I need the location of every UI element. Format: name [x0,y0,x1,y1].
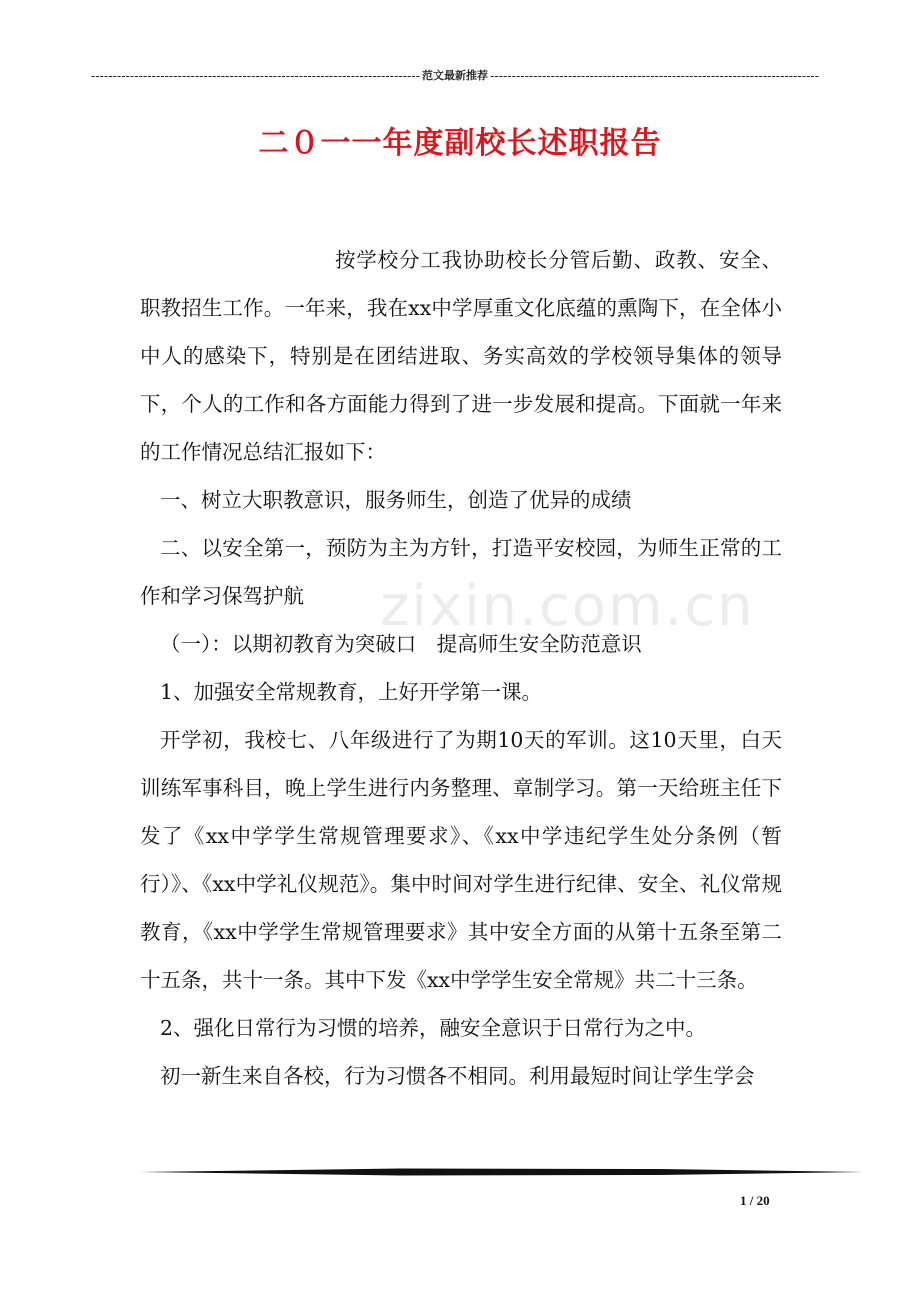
document-title: 二０一一年度副校长述职报告 [258,126,662,161]
paragraph-section-1: 一、树立大职教意识，服务师生，创造了优异的成绩 [160,488,632,512]
footer-rule [140,1168,864,1176]
paragraph-section-2: 二、以安全第一，预防为主为方针，打造平安校园，为师生正常的工作和学习保驾护航 [140,536,782,608]
header-left-rule: ---------------------------------------------------------------------------- [90,69,420,83]
document-body [140,236,782,1100]
paragraph-subsection-1: （一）：以期初教育为突破口 提高师生安全防范意识 [160,632,642,656]
watermark: zixin.com.cn [380,574,755,639]
paragraph-item-1: 1、加强安全常规教育，上好开学第一课。 [160,680,543,704]
paragraph-body-1: 开学初，我校七、八年级进行了为期10天的军训。这10天里，白天训练军事科目，晚上学生进行内务整理、章制学习。第一天给班主任下发了《xx中学学生常规管理要求》、《xx中学违纪学生处分条例（暂行）》、《xx中学礼仪规范》。集中时间对学生进行纪律、安全、礼仪常规教育，《xx中学学生常规管理要求》其中安全方面的从第十五条至第二十五条，共十一条。其中下发《xx中学学生安全常规》共二十三条。 [140,728,782,992]
paragraph-item-2: 2、强化日常行为习惯的培养，融安全意识于日常行为之中。 [160,1016,707,1040]
paragraph-intro: 按学校分工我协助校长分管后勤、政教、安全、职教招生工作。一年来，我在xx中学厚重文化底蕴的熏陶下，在全体小中人的感染下，特别是在团结进取、务实高效的学校领导集体的领导下，个人的工作和各方面能力得到了进一步发展和提高。下面就一年来的工作情况总结汇报如下： [140,248,782,464]
paragraph-body-2: 初一新生来自各校，行为习惯各不相同。利用最短时间让学生学会 [160,1064,755,1088]
page-number: 1 / 20 [740,1193,770,1208]
header-label: 范文最新推荐 [422,69,488,82]
page-header [90,68,820,84]
header-right-rule: ---------------------------------------------------------------------------- [490,69,820,83]
